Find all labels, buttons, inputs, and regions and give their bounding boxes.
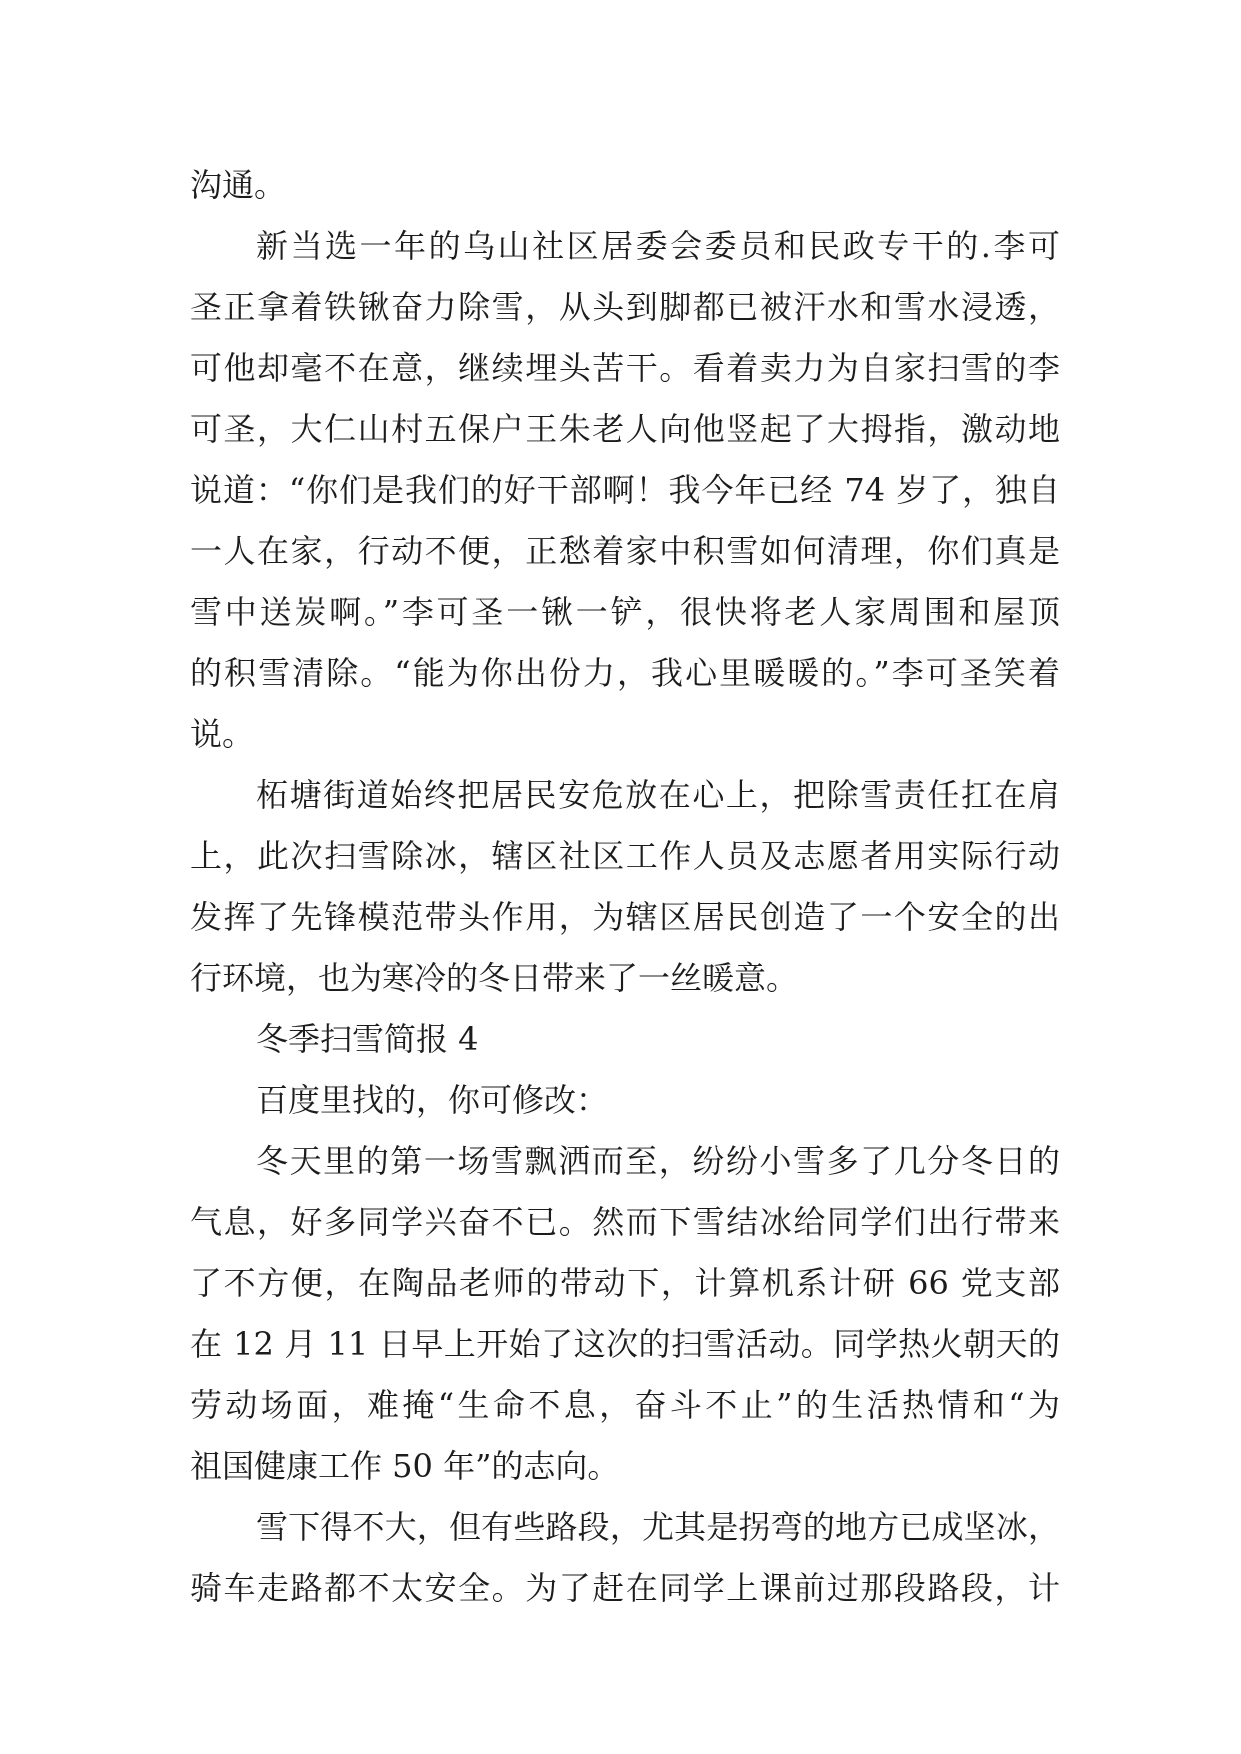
text-line: 可他却毫不在意，继续埋头苦干。看着卖力为自家扫雪的李	[190, 349, 1060, 387]
text-line: 柘塘街道始终把居民安危放在心上，把除雪责任扛在肩	[256, 776, 1060, 814]
text-line: 说道：“你们是我们的好干部啊！我今年已经 74 岁了，独自	[190, 471, 1060, 509]
text-line: 圣正拿着铁锹奋力除雪，从头到脚都已被汗水和雪水浸透，	[190, 288, 1060, 326]
text-line: 发挥了先锋模范带头作用，为辖区居民创造了一个安全的出	[190, 898, 1060, 936]
text-line: 雪下得不大，但有些路段，尤其是拐弯的地方已成坚冰，	[256, 1508, 1060, 1546]
section-heading: 冬季扫雪简报 4	[256, 1020, 479, 1058]
text-line: 了不方便，在陶品老师的带动下，计算机系计研 66 党支部	[190, 1264, 1060, 1302]
text-line: 说。	[190, 715, 255, 753]
text-line: 百度里找的，你可修改：	[256, 1081, 609, 1119]
text-line: 新当选一年的乌山社区居委会委员和民政专干的.李可	[256, 227, 1060, 265]
text-line: 可圣，大仁山村五保户王朱老人向他竖起了大拇指，激动地	[190, 410, 1060, 448]
text-line: 冬天里的第一场雪飘洒而至，纷纷小雪多了几分冬日的	[256, 1142, 1060, 1180]
text-line: 沟通。	[190, 166, 287, 204]
text-line: 上，此次扫雪除冰，辖区社区工作人员及志愿者用实际行动	[190, 837, 1060, 875]
text-line: 雪中送炭啊。”李可圣一锹一铲，很快将老人家周围和屋顶	[190, 593, 1060, 631]
text-line: 祖国健康工作 50 年”的志向。	[190, 1447, 620, 1485]
text-line: 的积雪清除。“能为你出份力，我心里暖暖的。”李可圣笑着	[190, 654, 1060, 692]
text-line: 骑车走路都不太安全。为了赶在同学上课前过那段路段，计	[190, 1569, 1060, 1607]
document-body	[190, 155, 1060, 1619]
text-line: 一人在家，行动不便，正愁着家中积雪如何清理，你们真是	[190, 532, 1060, 570]
text-line: 气息，好多同学兴奋不已。然而下雪结冰给同学们出行带来	[190, 1203, 1060, 1241]
text-line: 劳动场面，难掩“生命不息，奋斗不止”的生活热情和“为	[190, 1386, 1060, 1424]
text-line: 在 12 月 11 日早上开始了这次的扫雪活动。同学热火朝天的	[190, 1325, 1060, 1363]
text-line: 行环境，也为寒冷的冬日带来了一丝暖意。	[190, 959, 799, 997]
